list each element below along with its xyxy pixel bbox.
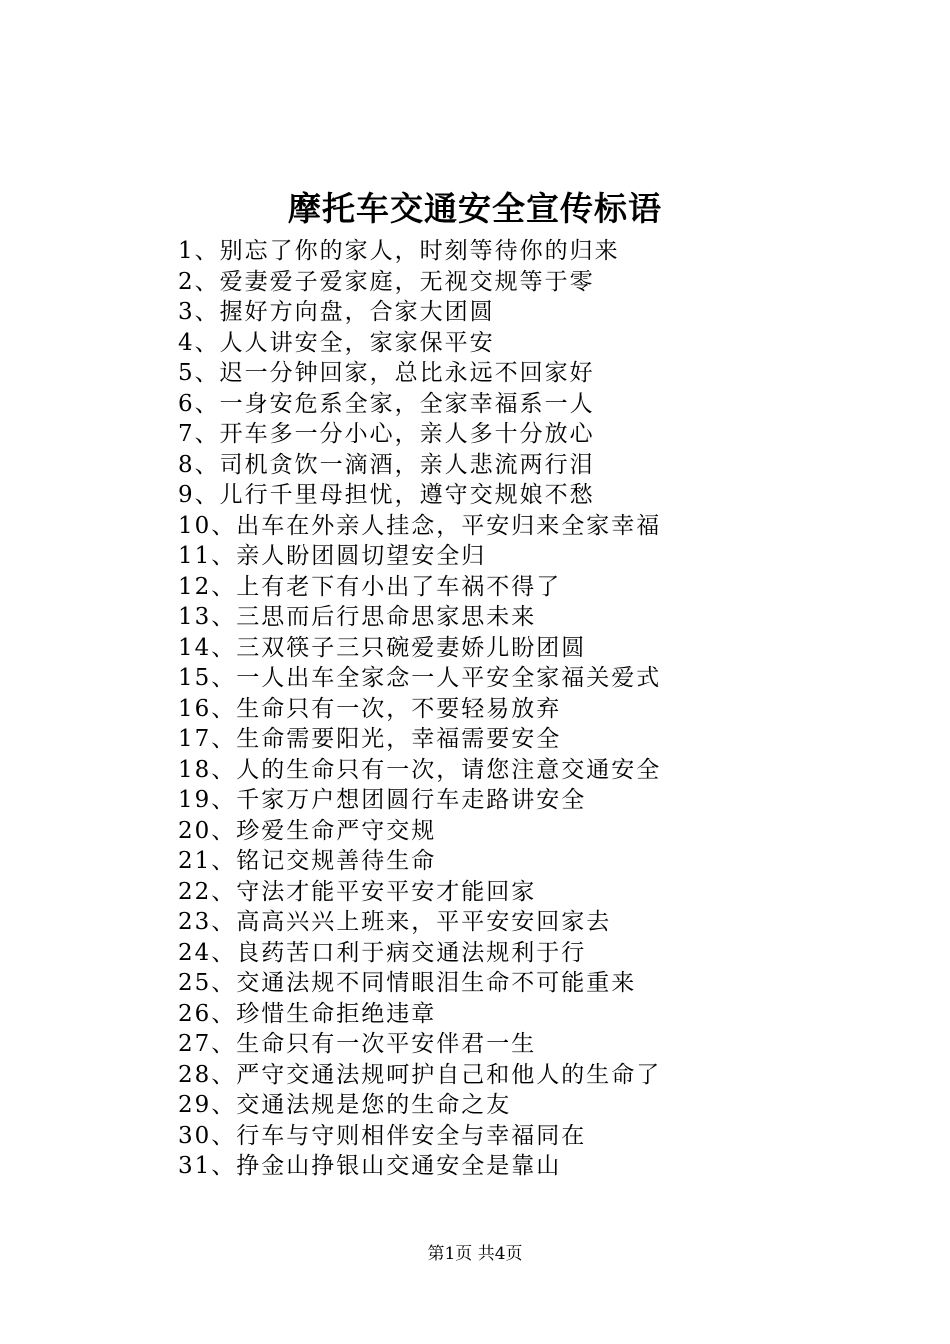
slogan-item: 23、高高兴兴上班来，平平安安回家去 [178, 909, 612, 935]
slogan-item: 3、握好方向盘，合家大团圆 [178, 299, 495, 325]
slogan-item: 30、行车与守则相伴安全与幸福同在 [178, 1122, 587, 1149]
slogan-item: 24、良药苦口利于病交通法规利于行 [178, 939, 587, 966]
slogan-item: 20、珍爱生命严守交规 [178, 817, 437, 844]
slogan-item: 16、生命只有一次，不要轻易放弃 [178, 695, 562, 722]
slogan-item: 19、千家万户想团圆行车走路讲安全 [178, 787, 587, 813]
slogan-item: 10、出车在外亲人挂念，平安归来全家幸福 [178, 512, 662, 539]
slogan-item: 4、人人讲安全，家家保平安 [178, 329, 495, 356]
slogan-item: 9、儿行千里母担忧，遵守交规娘不愁 [178, 482, 595, 508]
slogan-item: 27、生命只有一次平安伴君一生 [178, 1031, 537, 1057]
slogan-item: 12、上有老下有小出了车祸不得了 [178, 573, 562, 600]
slogan-item: 29、交通法规是您的生命之友 [178, 1092, 512, 1118]
slogan-item: 8、司机贪饮一滴酒，亲人悲流两行泪 [178, 451, 595, 478]
slogan-item: 26、珍惜生命拒绝违章 [178, 1000, 437, 1027]
slogan-item: 5、迟一分钟回家，总比永远不回家好 [178, 360, 595, 386]
slogan-item: 2、爱妻爱子爱家庭，无视交规等于零 [178, 268, 595, 295]
slogan-item: 11、亲人盼团圆切望安全归 [178, 543, 487, 569]
slogan-item: 25、交通法规不同情眼泪生命不可能重来 [178, 970, 637, 996]
slogan-item: 13、三思而后行思命思家思未来 [178, 604, 537, 630]
slogan-item: 7、开车多一分小心，亲人多十分放心 [178, 421, 595, 447]
slogan-item: 15、一人出车全家念一人平安全家福关爱式 [178, 665, 662, 691]
slogan-item: 18、人的生命只有一次，请您注意交通安全 [178, 756, 662, 783]
slogan-item: 31、挣金山挣银山交通安全是靠山 [178, 1153, 562, 1179]
slogan-list [178, 236, 661, 1182]
slogan-item: 1、别忘了你的家人，时刻等待你的归来 [178, 238, 620, 264]
slogan-item: 17、生命需要阳光，幸福需要安全 [178, 726, 562, 752]
page-number-footer: 第1页 共4页 [427, 1244, 523, 1264]
slogan-item: 28、严守交通法规呵护自己和他人的生命了 [178, 1061, 662, 1088]
document-title: 摩托车交通安全宣传标语 [288, 189, 662, 228]
slogan-item: 14、三双筷子三只碗爱妻娇儿盼团圆 [178, 634, 587, 661]
slogan-item: 21、铭记交规善待生命 [178, 848, 437, 874]
slogan-item: 6、一身安危系全家，全家幸福系一人 [178, 390, 595, 417]
slogan-item: 22、守法才能平安平安才能回家 [178, 878, 537, 905]
